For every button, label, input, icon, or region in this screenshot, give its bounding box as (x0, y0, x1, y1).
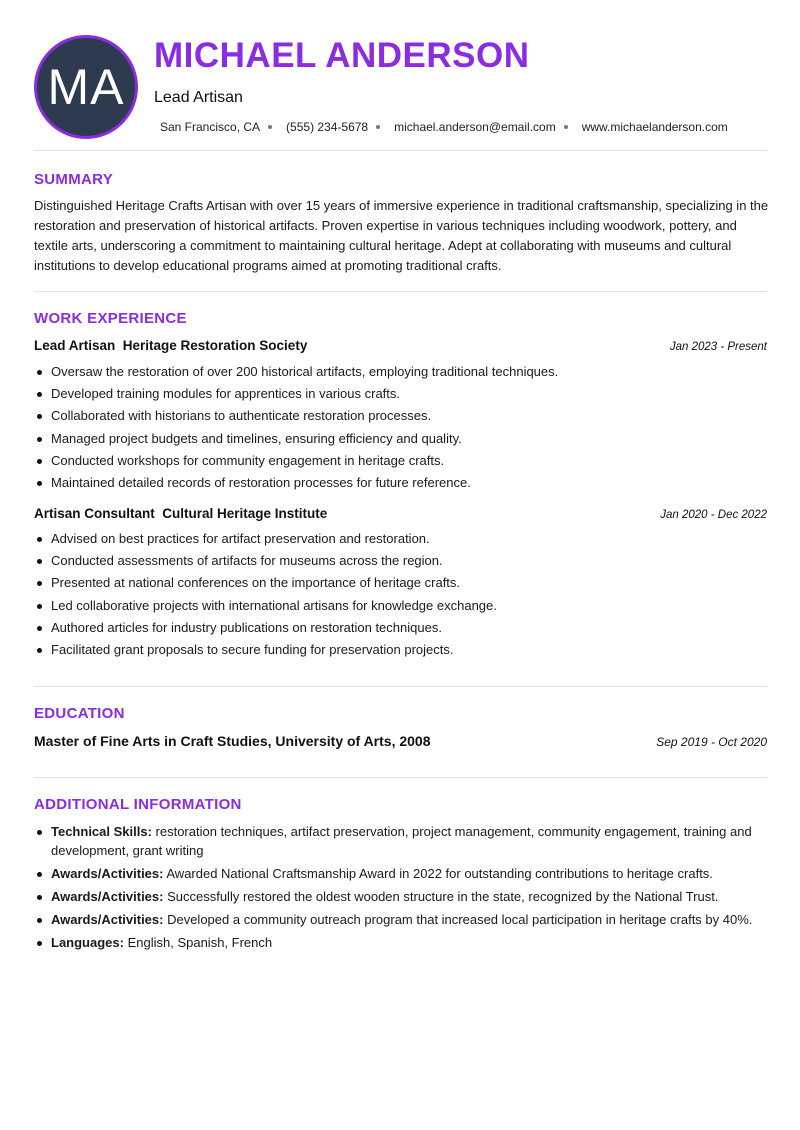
item-text: Developed a community outreach program that increased local participation in heritage crafts by 40%. (163, 912, 753, 927)
list-item: Conducted workshops for community engagement in heritage crafts. (34, 451, 767, 473)
item-label: Languages: (51, 935, 124, 950)
candidate-title: Lead Artisan (154, 89, 243, 106)
degree: Master of Fine Arts in Craft Studies, University of Arts, 2008 (34, 733, 431, 749)
list-item (34, 864, 767, 883)
job-dates: Jan 2023 - Present (669, 341, 767, 353)
job-header (34, 506, 767, 521)
item-text: restoration techniques, artifact preservation, project management, community engagement, training and development, grant writing (51, 824, 752, 858)
list-item: Maintained detailed records of restoration processes for future reference. (34, 473, 767, 495)
list-item: Facilitated grant proposals to secure funding for preservation projects. (34, 640, 767, 662)
list-item: Advised on best practices for artifact preservation and restoration. (34, 529, 767, 551)
job-title: Lead Artisan Heritage Restoration Society (34, 338, 308, 353)
item-label: Awards/Activities: (51, 889, 164, 904)
list-item (34, 933, 767, 952)
list-item: Conducted assessments of artifacts for museums across the region. (34, 551, 767, 573)
item-label: Awards/Activities: (51, 866, 164, 881)
education-entry (34, 733, 767, 749)
list-item: Presented at national conferences on the importance of heritage crafts. (34, 573, 767, 595)
list-item: Led collaborative projects with international artisans for knowledge exchange. (34, 596, 767, 618)
separator-dot (268, 125, 272, 129)
separator-dot (564, 125, 568, 129)
contact-bar (160, 120, 728, 134)
avatar: MA (34, 35, 138, 139)
item-label: Awards/Activities: (51, 912, 164, 927)
job-bullets (34, 529, 767, 662)
summary-text: Distinguished Heritage Crafts Artisan with over 15 years of immersive experience in traditional craftsmanship, specializing in the restoration and preservation of historical artifacts. Proven expertise in various techniques including woodwork, pottery, and textile arts, underscoring a commitment to maintaining cultural heritage. Adept at collaborating with museums and cultural institutions to develop educational programs aimed at promoting traditional crafts. (34, 198, 769, 273)
work-experience-heading: WORK EXPERIENCE (34, 310, 187, 327)
item-text: English, Spanish, French (123, 935, 273, 950)
education-heading: EDUCATION (34, 705, 125, 722)
contact-location: San Francisco, CA (160, 120, 261, 134)
list-item: Developed training modules for apprentices in various crafts. (34, 384, 767, 406)
divider (34, 686, 767, 687)
list-item: Oversaw the restoration of over 200 historical artifacts, employing traditional techniques. (34, 362, 767, 384)
additional-info-list (34, 822, 767, 956)
job-bullets (34, 362, 767, 495)
list-item (34, 910, 767, 929)
divider (34, 291, 767, 292)
summary-heading: SUMMARY (34, 171, 114, 188)
additional-info-heading: ADDITIONAL INFORMATION (34, 796, 242, 813)
list-item: Authored articles for industry publications on restoration techniques. (34, 618, 767, 640)
separator-dot (376, 125, 380, 129)
list-item (34, 887, 767, 906)
list-item: Managed project budgets and timelines, ensuring efficiency and quality. (34, 429, 767, 451)
divider (34, 150, 767, 151)
list-item: Collaborated with historians to authenticate restoration processes. (34, 406, 767, 428)
item-text: Successfully restored the oldest wooden structure in the state, recognized by the National Trust. (163, 889, 719, 904)
job-title: Artisan Consultant Cultural Heritage Institute (34, 506, 328, 521)
candidate-name: MICHAEL ANDERSON (154, 36, 530, 75)
contact-phone: (555) 234-5678 (286, 120, 369, 134)
item-label: Technical Skills: (51, 824, 152, 839)
job-dates: Jan 2020 - Dec 2022 (660, 509, 767, 521)
contact-email[interactable]: michael.anderson@email.com (394, 120, 556, 134)
divider (34, 777, 767, 778)
education-dates: Sep 2019 - Oct 2020 (656, 735, 767, 749)
job-header (34, 338, 767, 353)
item-text: Awarded National Craftsmanship Award in 2022 for outstanding contributions to heritage crafts. (163, 866, 713, 881)
contact-website[interactable]: www.michaelanderson.com (581, 120, 728, 134)
list-item (34, 822, 767, 860)
